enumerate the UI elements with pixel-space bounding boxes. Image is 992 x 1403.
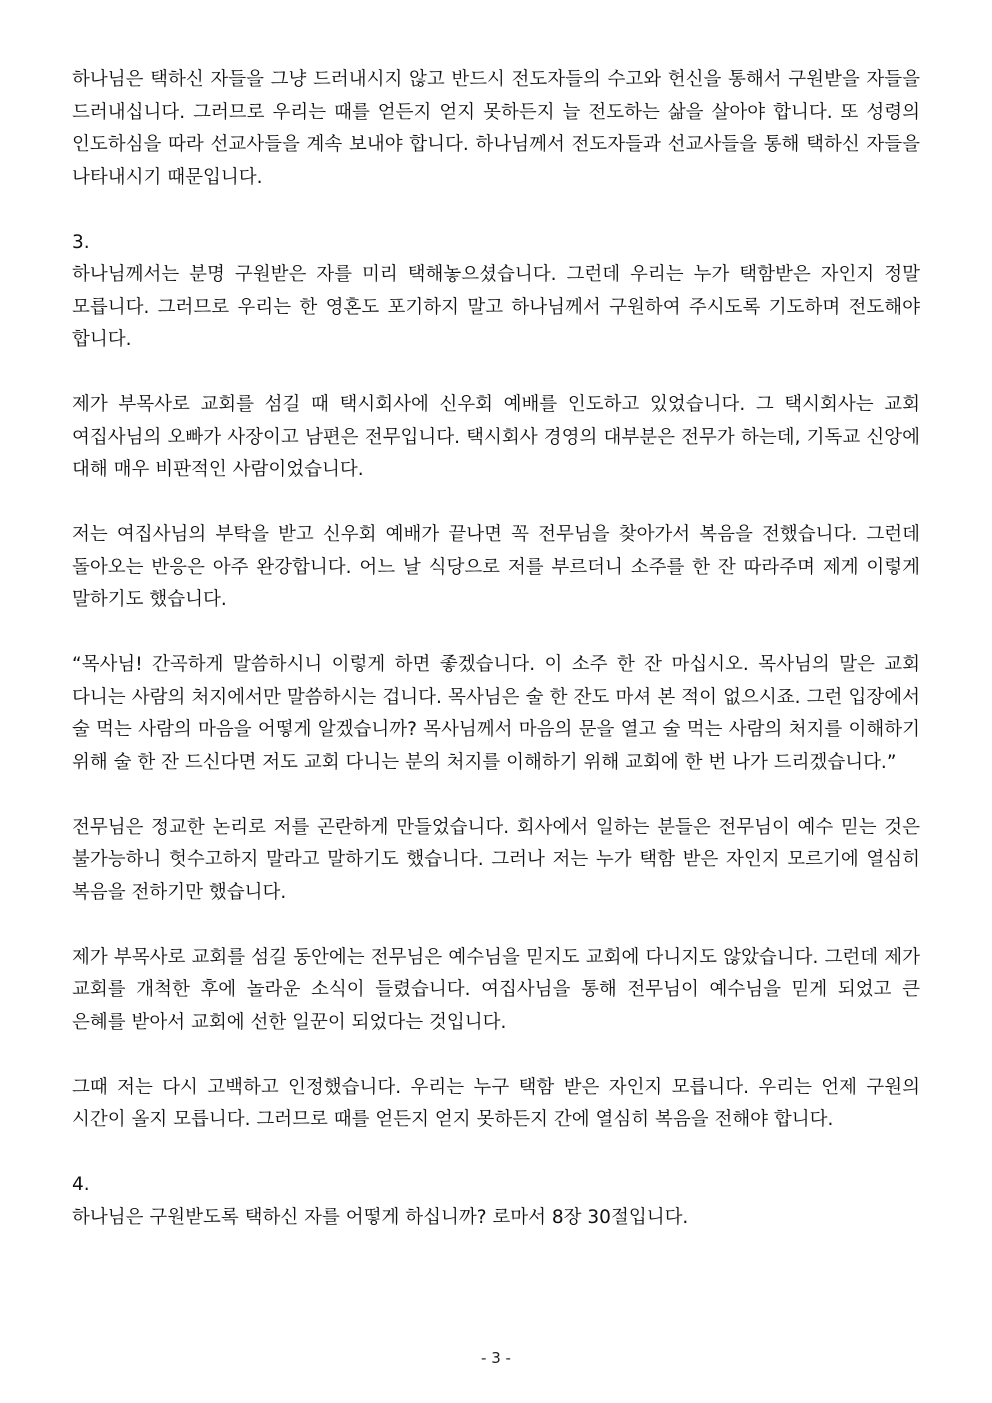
paragraph-1: 하나님은 택하신 자들을 그냥 드러내시지 않고 반드시 전도자들의 수고와 헌신을 통해서 구원받을 자들을 드러내십니다. 그러므로 우리는 때를 얻든지 얻지 못하든지 늘 전도하는 삶을 살아야 합니다. 또 성령의 인도하심을 따라 선교사들을 계속 보내야 합니다. 하나님께서 전도자들과 선교사들을 통해 택하신 자들을 나타내시기 때문입니다.: [72, 69, 920, 188]
section-number-3: 3.: [72, 231, 90, 253]
paragraph-7: 그때 저는 다시 고백하고 인정했습니다. 우리는 누구 택함 받은 자인지 모릅니다. 우리는 언제 구원의 시간이 올지 모릅니다. 그러므로 때를 얻든지 얻지 못하든지 간에 열심히 복음을 전해야 합니다.: [72, 1076, 920, 1130]
quote-paragraph: “목사님! 간곡하게 말씀하시니 이렇게 하면 좋겠습니다. 이 소주 한 잔 마십시오. 목사님의 말은 교회 다니는 사람의 처지에서만 말씀하시는 겁니다. 목사님은 술 한 잔도 마셔 본 적이 없으시죠. 그런 입장에서 술 먹는 사람의 마음을 어떻게 알겠습니까? 목사님께서 마음의 문을 열고 술 먹는 사람의 처지를 이해하기 위해 술 한 잔 드신다면 저도 교회 다니는 분의 처지를 이해하기 위해 교회에 한 번 나가 드리겠습니다.”: [72, 654, 920, 773]
paragraph-8: 하나님은 구원받도록 택하신 자를 어떻게 하십니까? 로마서 8장 30절입니다.: [72, 1206, 689, 1228]
paragraph-6: 제가 부목사로 교회를 섬길 동안에는 전무님은 예수님을 믿지도 교회에 다니지도 않았습니다. 그런데 제가 교회를 개척한 후에 놀라운 소식이 들렸습니다. 여집사님을 통해 전무님이 예수님을 믿게 되었고 큰 은혜를 받아서 교회에 선한 일꾼이 되었다는 것입니다.: [72, 946, 920, 1033]
page-number: - 3 -: [481, 1349, 511, 1367]
paragraph-4: 저는 여집사님의 부탁을 받고 신우회 예배가 끝나면 꼭 전무님을 찾아가서 복음을 전했습니다. 그런데 돌아오는 반응은 아주 완강합니다. 어느 날 식당으로 저를 부르더니 소주를 한 잔 따라주며 제게 이렇게 말하기도 했습니다.: [72, 524, 920, 610]
section-number-4: 4.: [72, 1174, 90, 1195]
paragraph-5: 전무님은 정교한 논리로 저를 곤란하게 만들었습니다. 회사에서 일하는 분들은 전무님이 예수 믿는 것은 불가능하니 헛수고하지 말라고 말하기도 했습니다. 그러나 저는 누가 택함 받은 자인지 모르기에 열심히 복음을 전하기만 했습니다.: [72, 816, 920, 903]
paragraph-3: 제가 부목사로 교회를 섬길 때 택시회사에 신우회 예배를 인도하고 있었습니다. 그 택시회사는 교회 여집사님의 오빠가 사장이고 남편은 전무입니다. 택시회사 경영의 대부분은 전무가 하는데, 기독교 신앙에 대해 매우 비판적인 사람이었습니다.: [72, 394, 920, 480]
paragraph-2: 하나님께서는 분명 구원받은 자를 미리 택해놓으셨습니다. 그런데 우리는 누가 택함받은 자인지 정말 모릅니다. 그러므로 우리는 한 영혼도 포기하지 말고 하나님께서 구원하여 주시도록 기도하며 전도해야 합니다.: [72, 264, 920, 350]
document-body: [72, 64, 920, 1234]
